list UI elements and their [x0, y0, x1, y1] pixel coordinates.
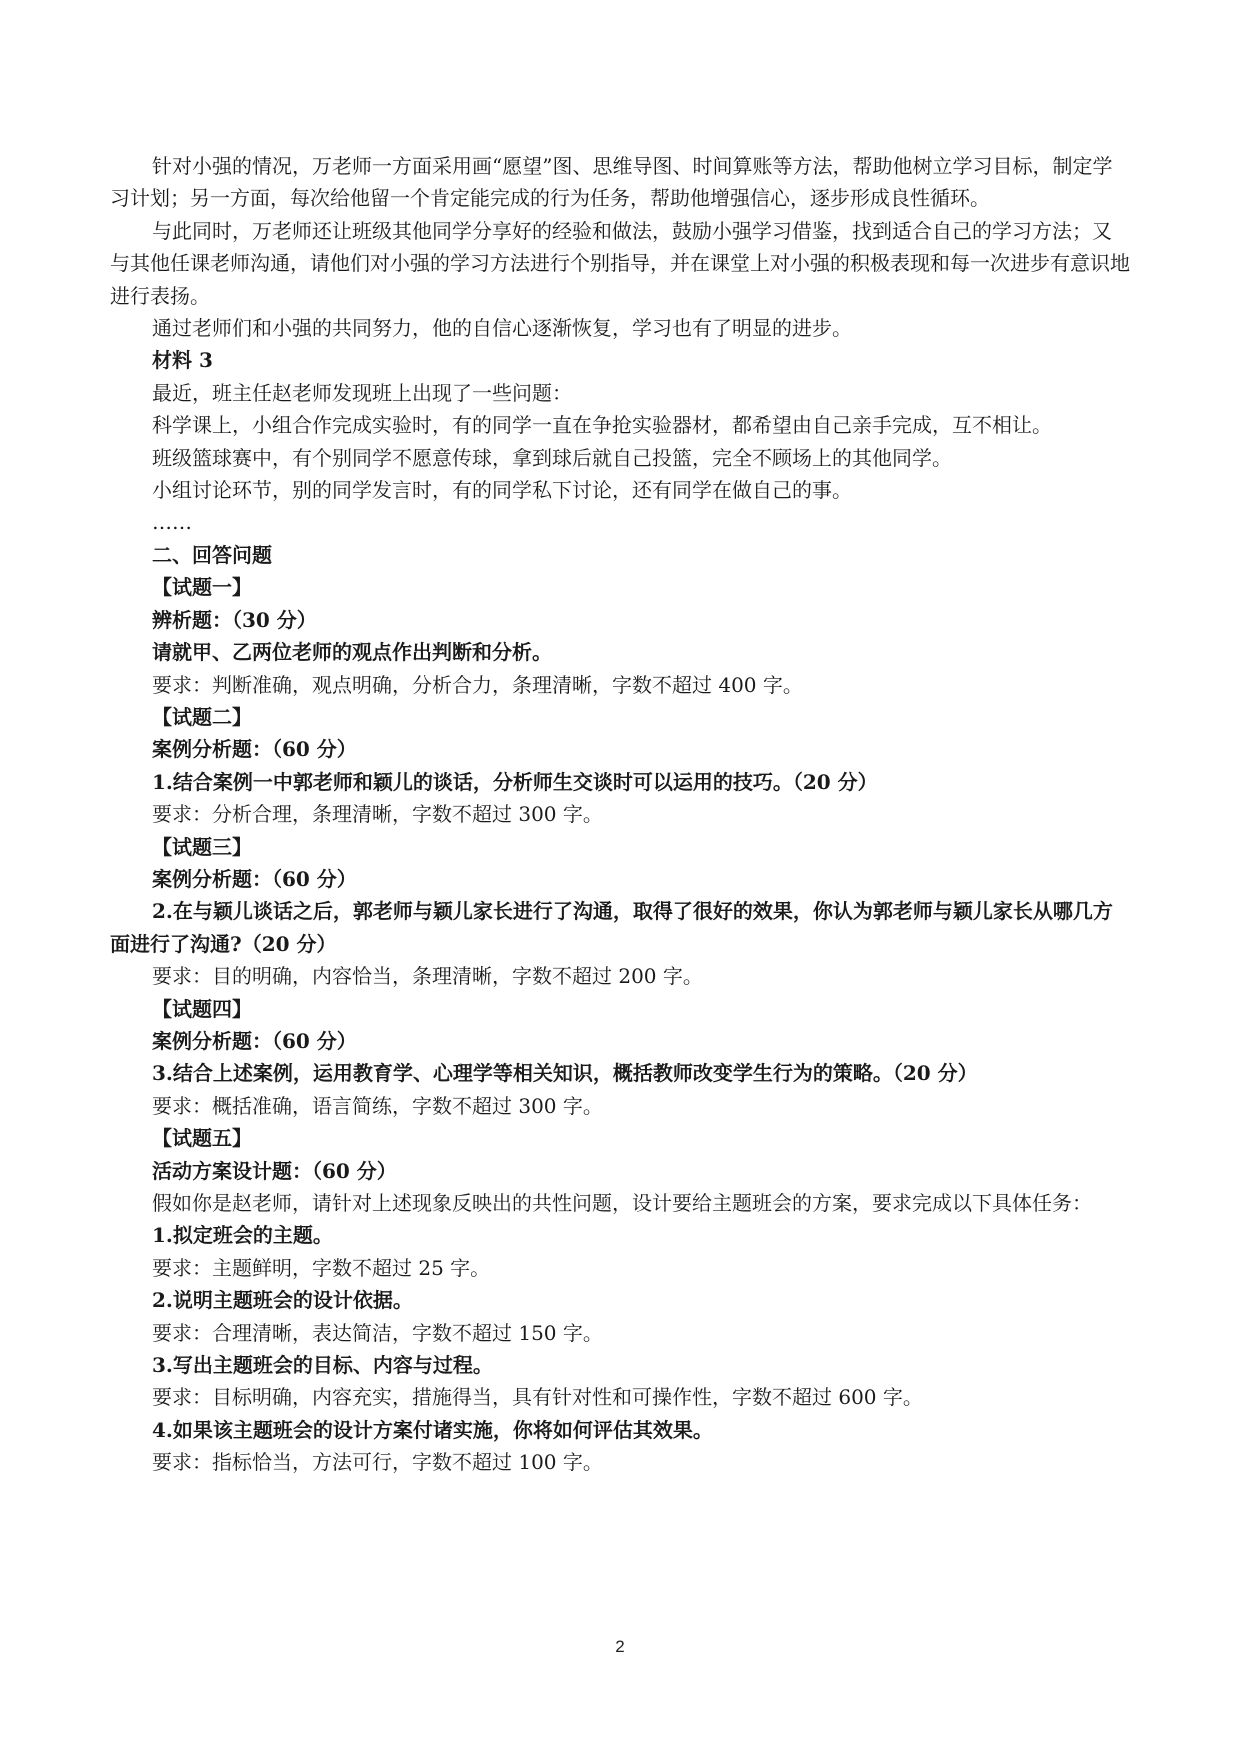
question-2-prompt: 1.结合案例一中郭老师和颖儿的谈话，分析师生交谈时可以运用的技巧。（20 分） [152, 769, 878, 794]
material-3-line: 最近，班主任赵老师发现班上出现了一些问题： [152, 380, 572, 405]
question-1-title: 【试题一】 [152, 575, 252, 600]
page-number: 2 [615, 1637, 625, 1656]
question-5-title: 【试题五】 [152, 1126, 252, 1151]
question-1-prompt: 请就甲、乙两位老师的观点作出判断和分析。 [152, 640, 552, 665]
paragraph: 与此同时，万老师还让班级其他同学分享好的经验和做法，鼓励小强学习借鉴，找到适合自己的学习方法；又与其他任课老师沟通，请他们对小强的学习方法进行个别指导，并在课堂上对小强的积极表现和每一次进步有意识地进行表扬。 [110, 218, 1130, 308]
question-5-task: 4.如果该主题班会的设计方案付诸实施，你将如何评估其效果。 [152, 1417, 713, 1442]
question-1-type: 辨析题：（30 分） [152, 607, 317, 632]
document-body [110, 150, 1130, 1479]
question-3-prompt: 2.在与颖儿谈话之后，郭老师与颖儿家长进行了沟通，取得了很好的效果，你认为郭老师与颖儿家长从哪几方面进行了沟通?（20 分） [110, 899, 1113, 956]
question-5-task: 1.拟定班会的主题。 [152, 1223, 333, 1248]
question-4-title: 【试题四】 [152, 996, 252, 1021]
question-3-type: 案例分析题：（60 分） [152, 866, 357, 891]
question-4-requirement: 要求：概括准确，语言简练，字数不超过 300 字。 [152, 1093, 603, 1118]
question-4-prompt: 3.结合上述案例，运用教育学、心理学等相关知识，概括教师改变学生行为的策略。（20 分） [152, 1061, 978, 1086]
question-3-title: 【试题三】 [152, 834, 252, 859]
material-3-line: 班级篮球赛中，有个别同学不愿意传球，拿到球后就自己投篮，完全不顾场上的其他同学。 [152, 445, 952, 470]
question-5-task-requirement: 要求：主题鲜明，字数不超过 25 字。 [152, 1255, 491, 1280]
material-3-line: 科学课上，小组合作完成实验时，有的同学一直在争抢实验器材，都希望由自己亲手完成，互不相让。 [152, 413, 1052, 438]
section-heading: 二、回答问题 [152, 542, 272, 567]
question-5-intro: 假如你是赵老师，请针对上述现象反映出的共性问题，设计要给主题班会的方案，要求完成以下具体任务： [152, 1191, 1092, 1215]
material-3-line: 小组讨论环节，别的同学发言时，有的同学私下讨论，还有同学在做自己的事。 [152, 478, 852, 503]
material-3-heading: 材料 3 [152, 348, 213, 373]
question-5-type: 活动方案设计题：（60 分） [152, 1158, 397, 1183]
question-5-task-requirement: 要求：目标明确，内容充实，措施得当，具有针对性和可操作性，字数不超过 600 字。 [152, 1385, 923, 1410]
paragraph: 针对小强的情况，万老师一方面采用画“愿望”图、思维导图、时间算账等方法，帮助他树立学习目标，制定学习计划；另一方面，每次给他留一个肯定能完成的行为任务，帮助他增强信心，逐步形成良性循环。 [110, 154, 1113, 211]
question-2-requirement: 要求：分析合理，条理清晰，字数不超过 300 字。 [152, 802, 603, 827]
question-1-requirement: 要求：判断准确，观点明确，分析合力，条理清晰，字数不超过 400 字。 [152, 672, 803, 697]
material-3-ellipsis: …… [152, 510, 192, 535]
question-2-title: 【试题二】 [152, 704, 252, 729]
question-5-task: 2.说明主题班会的设计依据。 [152, 1288, 413, 1313]
question-2-type: 案例分析题：（60 分） [152, 737, 357, 762]
paragraph: 通过老师们和小强的共同努力，他的自信心逐渐恢复，学习也有了明显的进步。 [152, 316, 852, 341]
question-5-task-requirement: 要求：指标恰当，方法可行，字数不超过 100 字。 [152, 1450, 603, 1475]
question-5-task-requirement: 要求：合理清晰，表达简洁，字数不超过 150 字。 [152, 1320, 603, 1345]
question-4-type: 案例分析题：（60 分） [152, 1028, 357, 1053]
question-3-requirement: 要求：目的明确，内容恰当，条理清晰，字数不超过 200 字。 [152, 964, 703, 989]
question-5-task: 3.写出主题班会的目标、内容与过程。 [152, 1353, 493, 1378]
